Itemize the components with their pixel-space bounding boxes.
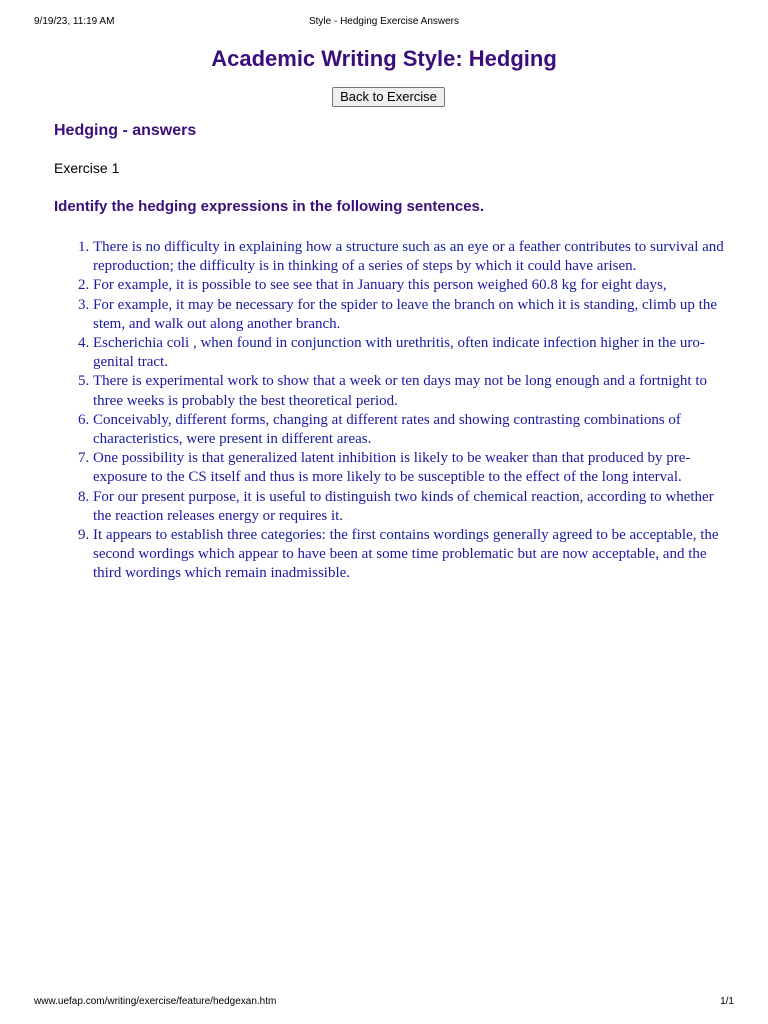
print-url: www.uefap.com/writing/exercise/feature/hedgexan.htm — [34, 996, 277, 1007]
list-item: 6. Conceivably, different forms, changing at different rates and showing contrasting combinations of characteristics, were present in different areas. — [93, 411, 726, 449]
list-item: 9. It appears to establish three categories: the first contains wordings generally agreed to be acceptable, the second wordings which appear to have been at some time problematic but are now acceptable, and the third wordings which remain inadmissible. — [93, 526, 726, 584]
print-page-number: 1/1 — [720, 996, 734, 1007]
list-item: 5. There is experimental work to show that a week or ten days may not be long enough and a fortnight to three weeks is probably the best theoretical period. — [93, 372, 726, 410]
list-item: 7. One possibility is that generalized latent inhibition is likely to be weaker than that produced by pre-exposure to the CS itself and thus is more likely to be susceptible to the effect of the long interval. — [93, 449, 726, 487]
exercise-label: Exercise 1 — [54, 160, 120, 176]
print-header — [34, 16, 734, 30]
page-title: Academic Writing Style: Hedging — [211, 46, 557, 71]
list-item: 1. There is no difficulty in explaining how a structure such as an eye or a feather contributes to survival and reproduction; the difficulty is in thinking of a series of steps by which it could have arisen. — [93, 238, 726, 276]
print-date: 9/19/23, 11:19 AM — [34, 16, 115, 27]
print-document-title: Style - Hedging Exercise Answers — [308, 16, 460, 27]
list-item: 8. For our present purpose, it is useful to distinguish two kinds of chemical reaction, according to whether the reaction releases energy or requires it. — [93, 488, 726, 526]
sentence-list — [54, 238, 726, 584]
section-heading: Hedging - answers — [54, 122, 197, 139]
list-item: 3. For example, it may be necessary for the spider to leave the branch on which it is standing, climb up the stem, and walk out along another branch. — [93, 296, 726, 334]
print-footer — [34, 996, 734, 1010]
back-to-exercise-button[interactable]: Back to Exercise — [332, 87, 445, 107]
instruction-heading: Identify the hedging expressions in the following sentences. — [54, 198, 485, 215]
list-item: 4. Escherichia coli , when found in conjunction with urethritis, often indicate infection higher in the uro-genital tract. — [93, 334, 726, 372]
list-item: 2. For example, it is possible to see see that in January this person weighed 60.8 kg for eight days, — [93, 276, 726, 295]
